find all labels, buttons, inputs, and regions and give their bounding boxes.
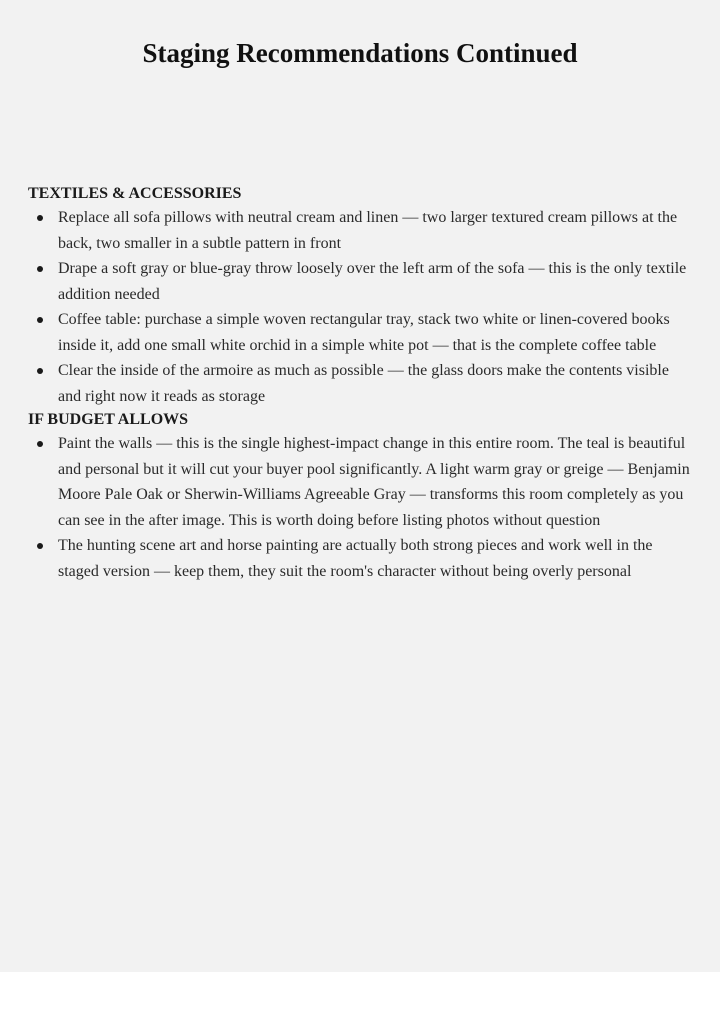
list-item-text: Clear the inside of the armoire as much as possible — the glass doors make the contents visible and right now it reads as storage: [58, 362, 669, 405]
list-item: [28, 431, 694, 533]
textiles-list: [28, 205, 694, 409]
page-title: Staging Recommendations Continued: [142, 38, 578, 68]
page-bottom-margin: [0, 972, 720, 1019]
list-item: [28, 533, 694, 584]
budget-list: [28, 431, 694, 584]
bullet-icon: [37, 543, 43, 549]
section-heading-budget: IF BUDGET ALLOWS: [28, 411, 189, 428]
bullet-icon: [37, 266, 43, 272]
list-item: [28, 205, 694, 256]
bullet-icon: [37, 441, 43, 447]
list-item-text: The hunting scene art and horse painting are actually both strong pieces and work well in the staged version — keep them, they suit the room's character without being overly personal: [58, 537, 653, 580]
document-content: [28, 183, 694, 584]
list-item: [28, 256, 694, 307]
section-heading-textiles: TEXTILES & ACCESSORIES: [28, 185, 242, 202]
bullet-icon: [37, 215, 43, 221]
list-item-text: Coffee table: purchase a simple woven rectangular tray, stack two white or linen-covered books inside it, add one small white orchid in a simple white pot — that is the complete coffee table: [58, 311, 670, 354]
list-item: [28, 307, 694, 358]
list-item-text: Replace all sofa pillows with neutral cream and linen — two larger textured cream pillows at the back, two smaller in a subtle pattern in front: [58, 209, 678, 252]
list-item-text: Drape a soft gray or blue-gray throw loosely over the left arm of the sofa — this is the only textile addition needed: [58, 260, 687, 303]
bullet-icon: [37, 368, 43, 374]
list-item: [28, 358, 694, 409]
bullet-icon: [37, 317, 43, 323]
list-item-text: Paint the walls — this is the single highest-impact change in this entire room. The teal is beautiful and personal but it will cut your buyer pool significantly. A light warm gray or greige — Benjamin Moore Pale Oak or Sherwin-Williams Agreeable Gray — transforms this room completely as you can see in the after image. This is worth doing before listing photos without question: [58, 435, 690, 529]
